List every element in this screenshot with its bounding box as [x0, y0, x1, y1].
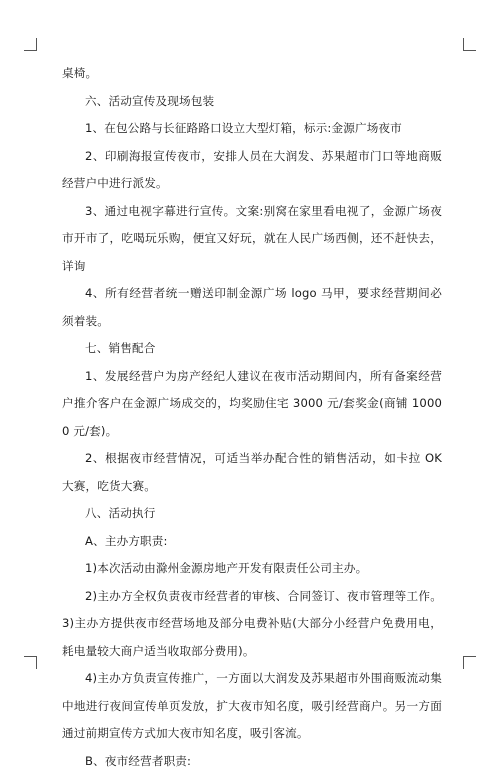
document-page: [62, 60, 442, 775]
paragraph-lightbox: 1、在包公路与长征路路口设立大型灯箱，标示:金源广场夜市: [62, 115, 442, 143]
paragraph-continuation: 桌椅。: [62, 60, 442, 88]
subheading-organizer-duties: A、主办方职责:: [62, 528, 442, 556]
paragraph-organizer: 1)本次活动由滁州金源房地产开发有限责任公司主办。: [62, 555, 442, 583]
section-heading-publicity: 六、活动宣传及现场包装: [62, 88, 442, 116]
crop-mark-top-left: [24, 38, 37, 51]
paragraph-organizer-promotion: 4)主办方负责宣传推广，一方面以大润发及苏果超市外围商贩流动集中地进行夜间宣传单页发放，扩大夜市知名度，吸引经营商户。另一方面通过前期宣传方式加大夜市知名度，吸引客流。: [62, 665, 442, 748]
crop-mark-bottom-left: [24, 656, 37, 669]
crop-mark-top-right: [463, 38, 476, 51]
paragraph-organizer-management: 2)主办方全权负责夜市经营者的审核、合同签订、夜市管理等工作。3)主办方提供夜市经营场地及部分电费补贴(大部分小经营户免费用电，耗电量较大商户适当收取部分费用)。: [62, 583, 442, 666]
paragraph-vests: 4、所有经营者统一赠送印制金源广场 logo 马甲，要求经营期间必须着装。: [62, 280, 442, 335]
paragraph-tv-ads: 3、通过电视字幕进行宣传。文案:别窝在家里看电视了，金源广场夜市开市了，吃喝玩乐购，便宜又好玩，就在人民广场西侧，还不赶快去，详询: [62, 198, 442, 281]
paragraph-posters: 2、印刷海报宣传夜市，安排人员在大润发、苏果超市门口等地商贩经营户中进行派发。: [62, 143, 442, 198]
section-heading-execution: 八、活动执行: [62, 500, 442, 528]
crop-mark-bottom-right: [463, 656, 476, 669]
section-heading-sales: 七、销售配合: [62, 335, 442, 363]
paragraph-broker-reward: 1、发展经营户为房产经纪人建议在夜市活动期间内，所有备案经营户推介客户在金源广场成交的，均奖励住宅 3000 元/套奖金(商铺 10000 元/套)。: [62, 363, 442, 446]
subheading-vendor-duties: B、夜市经营者职责:: [62, 748, 442, 775]
paragraph-sales-events: 2、根据夜市经营情况，可适当举办配合性的销售活动，如卡拉 OK 大赛，吃货大赛。: [62, 445, 442, 500]
